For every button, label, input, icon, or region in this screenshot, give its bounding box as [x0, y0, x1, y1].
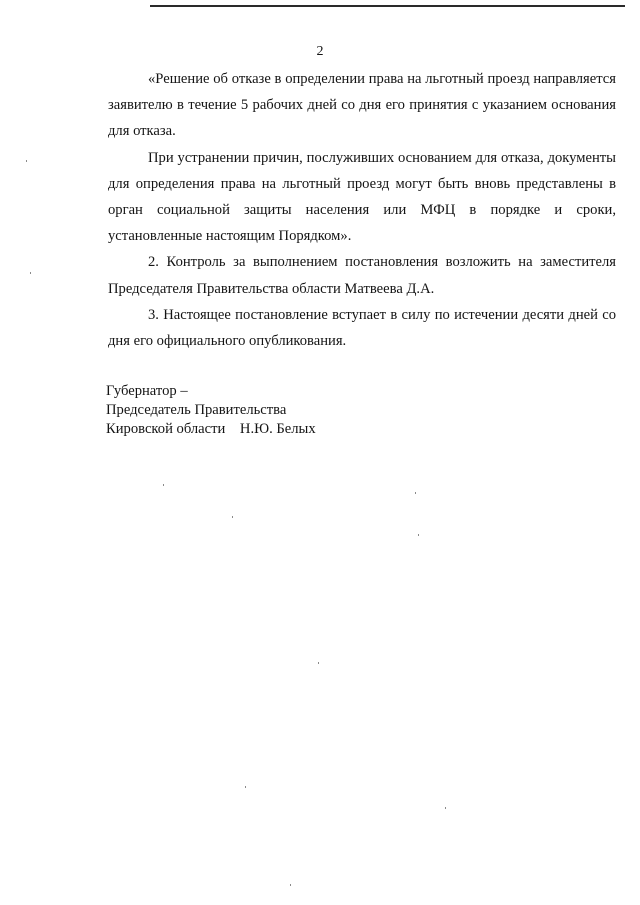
document-body [108, 66, 616, 354]
page-number: 2 [316, 44, 324, 59]
paragraph-resubmission: При устранении причин, послуживших основанием для отказа, документы для определения права на льготный проезд могут быть вновь представлены в орган социальной защиты населения или МФЦ в порядке и сроки, установленные настоящим Порядком». [108, 149, 616, 245]
scan-speck [290, 884, 291, 886]
scan-speck [26, 160, 27, 162]
paragraph-control: 2. Контроль за выполнением постановления возложить на заместителя Председателя Правительства области Матвеева Д.А. [108, 254, 616, 297]
paragraph-effective-date: 3. Настоящее постановление вступает в силу по истечении десяти дней со дня его официального опубликования. [108, 306, 616, 350]
signature-title-governor: Губернатор – [106, 383, 188, 399]
scan-speck [232, 516, 233, 518]
scan-speck [30, 272, 31, 274]
paragraph-refusal-decision: «Решение об отказе в определении права на льготный проезд направляется заявителю в течение 5 рабочих дней со дня его принятия с указанием основания для отказа. [108, 71, 616, 140]
scan-speck [318, 662, 319, 664]
signature-title-chairman: Председатель Правительства [106, 402, 287, 418]
signature-region-name: Кировской области Н.Ю. Белых [106, 421, 316, 437]
scan-speck [245, 786, 246, 788]
top-border-line [150, 5, 625, 7]
scan-speck [163, 484, 164, 486]
signature-block [106, 382, 316, 439]
scan-speck [415, 492, 416, 494]
scan-speck [418, 534, 419, 536]
scan-speck [445, 807, 446, 809]
